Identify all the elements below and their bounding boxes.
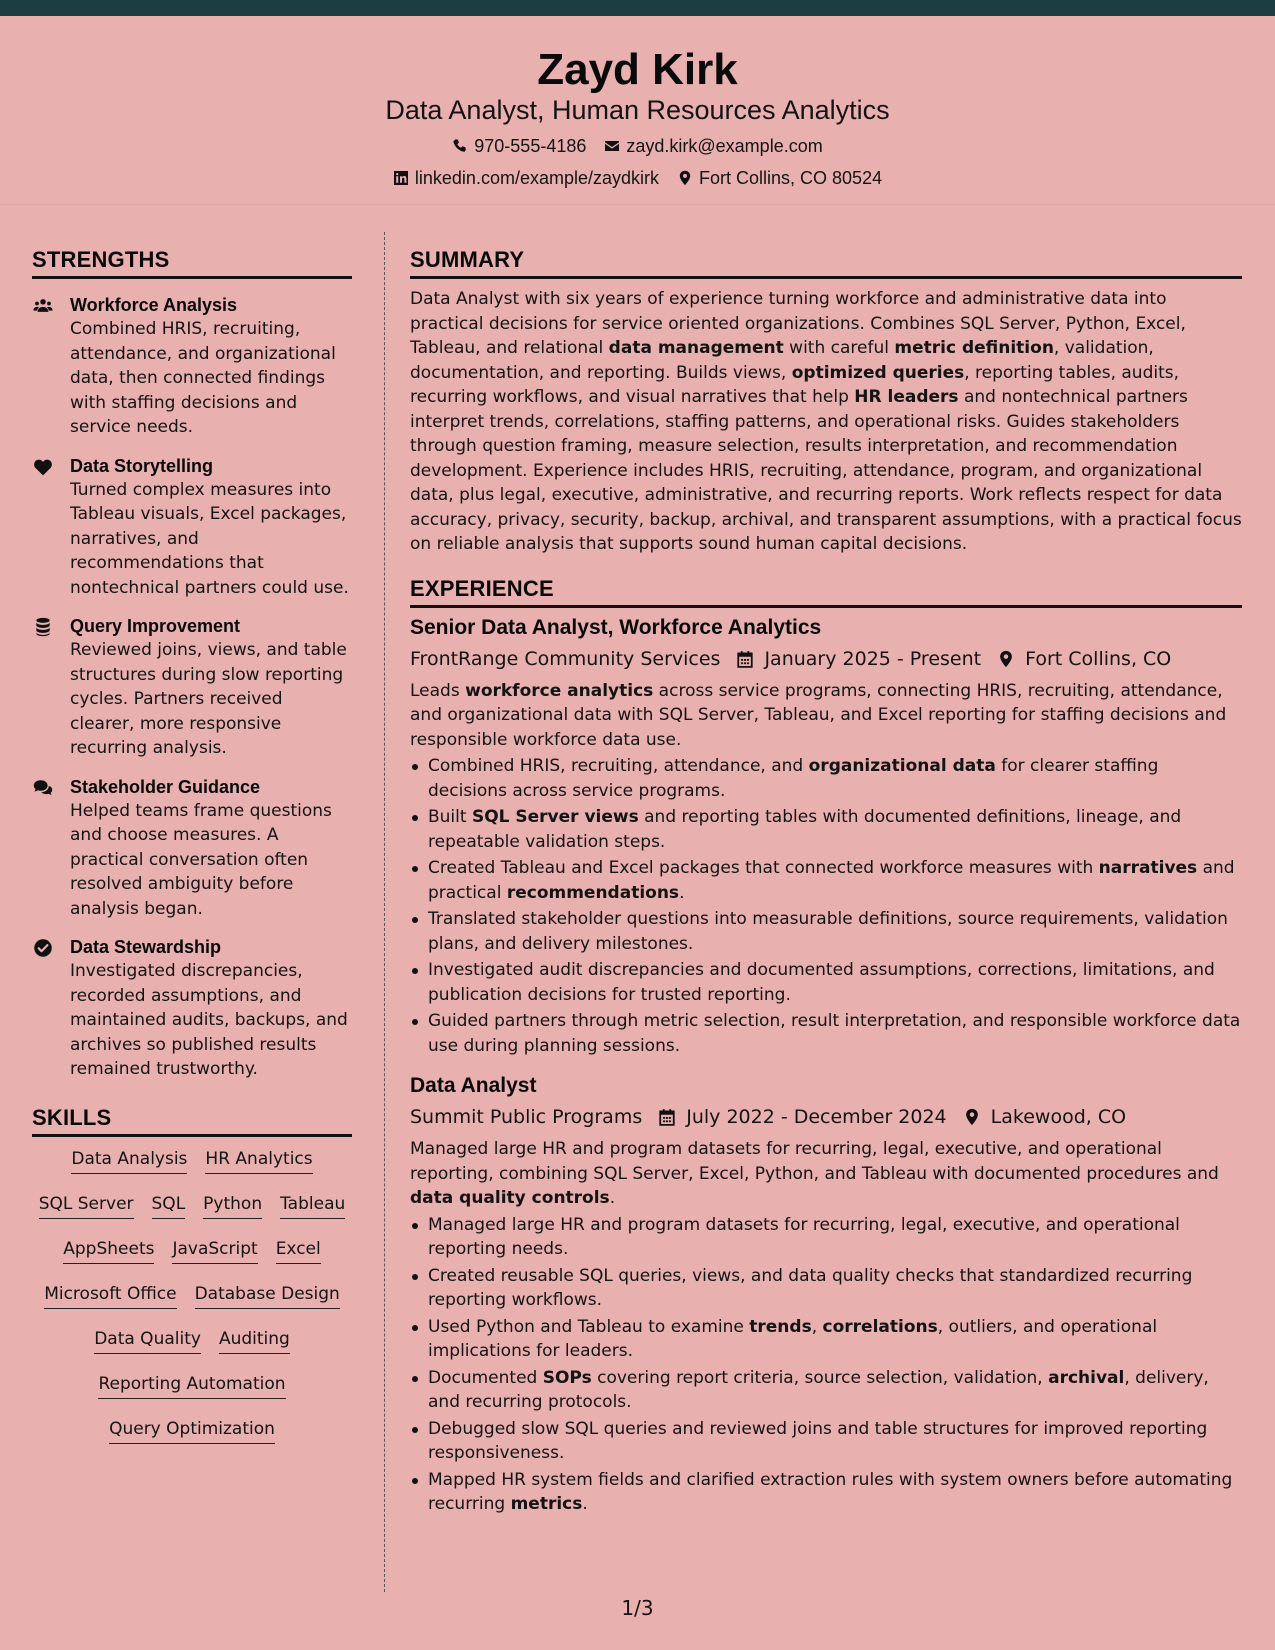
summary-text: Data Analyst with six years of experience turning workforce and administrative data into practical decisions for service oriented organizations. Combines SQL Server, Python, Excel, Tableau, and relational data management with careful metric definition, validation, documentation, and reporting. Builds views, optimized queries, reporting tables, audits, recurring workflows, and visual narratives that help HR leaders and nontechnical partners interpret trends, correlations, staffing patterns, and operational risks. Guides stakeholders through question framing, measure selection, results interpretation, and recommendation development. Experience includes HRIS, recruiting, attendance, program, and organizational data, plus legal, executive, administrative, and recurring reports. Work reflects respect for data accuracy, privacy, security, backup, archival, and transparent assumptions, with a practical focus on reliable analysis that supports sound human capital decisions. (410, 289, 1242, 554)
email-contact[interactable] (604, 134, 822, 158)
skill-row (32, 1237, 352, 1282)
skill-tag-microsoft-office: Microsoft Office (44, 1282, 176, 1309)
comments-icon (32, 777, 54, 799)
experience-heading: EXPERIENCE (410, 573, 1242, 608)
skill-tag-tableau: Tableau (280, 1192, 345, 1219)
strength-description: Helped teams frame questions and choose measures. A practical conversation often resolved ambiguity before analysis began. (70, 800, 332, 919)
location-text: Fort Collins, CO 80524 (699, 168, 883, 188)
bold-phrase: correlations (822, 1316, 938, 1337)
users-icon (32, 295, 54, 317)
top-accent-bar (0, 0, 1275, 16)
jobs-list (410, 614, 1242, 1517)
bold-phrase: SQL Server views (471, 807, 639, 827)
strength-stakeholder-guidance (32, 775, 352, 922)
bold-phrase: narratives (1098, 858, 1198, 878)
skill-tag-auditing: Auditing (219, 1327, 290, 1354)
job-dates-text: July 2022 - December 2024 (686, 1106, 947, 1128)
job-location-text: Fort Collins, CO (1025, 647, 1172, 670)
contact-line-1 (0, 134, 1275, 158)
job-bullet: Used Python and Tableau to examine trends, correlations, outliers, and operational implications for leaders. (410, 1315, 1242, 1364)
strength-description: Investigated discrepancies, recorded assumptions, and maintained audits, backups, and archives so published results remained trustworthy. (70, 961, 348, 1079)
right-column (410, 244, 1242, 1519)
header-divider (0, 204, 1275, 205)
skill-tag-sql-server: SQL Server (39, 1192, 134, 1219)
job-location-text: Lakewood, CO (990, 1106, 1127, 1128)
calendar-icon (658, 1108, 676, 1126)
job-dates-text: January 2025 - Present (764, 647, 982, 670)
job-entry (410, 614, 1242, 1059)
job-bullet: Mapped HR system fields and clarified extraction rules with system owners before automating recurring metrics. (410, 1468, 1242, 1517)
calendar-icon (736, 650, 754, 668)
job-title: Senior Data Analyst, Workforce Analytics (410, 615, 822, 639)
strength-title: Query Improvement (70, 616, 241, 636)
bold-phrase: organizational data (808, 756, 996, 776)
job-bullet: Translated stakeholder questions into measurable definitions, source requirements, validation plans, and delivery milestones. (410, 907, 1242, 956)
skill-tag-database-design: Database Design (195, 1282, 340, 1309)
strengths-heading: STRENGTHS (32, 244, 352, 279)
check-circle-icon (32, 937, 54, 959)
bold-phrase: optimized queries (791, 362, 965, 383)
strength-description: Combined HRIS, recruiting, attendance, and organizational data, then connected findings with staffing decisions and service needs. (70, 319, 336, 437)
bold-phrase: data quality controls (410, 1188, 610, 1208)
job-bullet: Created Tableau and Excel packages that connected workforce measures with narratives and practical recommendations. (410, 856, 1242, 905)
skill-tag-javascript: JavaScript (172, 1237, 257, 1264)
job-company: FrontRange Community Services (410, 647, 721, 670)
resume-header (0, 16, 1275, 204)
job-dates (736, 645, 981, 673)
skill-tag-excel: Excel (276, 1237, 321, 1264)
candidate-name: Zayd Kirk (537, 45, 738, 94)
email-text: zayd.kirk@example.com (626, 136, 823, 156)
strength-title: Data Storytelling (70, 455, 214, 476)
skill-tag-sql: SQL (152, 1192, 186, 1219)
linkedin-contact[interactable] (393, 166, 659, 190)
skill-tag-appsheets: AppSheets (63, 1237, 154, 1264)
bold-phrase: HR leaders (854, 387, 959, 407)
strength-data-stewardship (32, 935, 352, 1082)
column-separator (384, 232, 385, 1592)
map-pin-icon (677, 170, 693, 186)
skill-row (32, 1147, 352, 1192)
job-bullet: Investigated audit discrepancies and documented assumptions, corrections, limitations, and publication decisions for trusted reporting. (410, 958, 1242, 1007)
job-bullet: Built SQL Server views and reporting tables with documented definitions, lineage, and repeatable validation steps. (410, 805, 1242, 854)
page-number: 1/3 (621, 1596, 654, 1620)
job-meta (410, 645, 1242, 673)
skill-row (32, 1327, 352, 1372)
heart-icon (32, 456, 54, 478)
phone-text: 970-555-4186 (474, 136, 587, 156)
bold-phrase: data management (608, 338, 784, 358)
skill-tag-query-optimization: Query Optimization (109, 1417, 275, 1444)
job-bullets (410, 1213, 1242, 1517)
skill-row (32, 1372, 352, 1417)
job-bullet: Documented SOPs covering report criteria, source selection, validation, archival, delivery, and recurring protocols. (410, 1366, 1242, 1415)
contact-line-2 (0, 166, 1275, 190)
job-location (963, 1103, 1126, 1131)
job-bullet: Combined HRIS, recruiting, attendance, and organizational data for clearer staffing decisions across service programs. (410, 754, 1242, 803)
job-dates (658, 1103, 946, 1131)
envelope-icon (604, 138, 620, 154)
job-intro: Leads workforce analytics across service programs, connecting HRIS, recruiting, attendance, and organizational data with SQL Server, Tableau, and Excel reporting for staffing decisions and responsible workforce data use. (410, 680, 1227, 750)
phone-icon (452, 138, 468, 154)
location-contact (677, 166, 882, 190)
strength-title: Stakeholder Guidance (70, 776, 261, 797)
bold-phrase: archival (1048, 1367, 1125, 1388)
bold-phrase: metric definition (894, 338, 1054, 358)
skill-row (32, 1192, 352, 1237)
skill-tag-python: Python (203, 1192, 262, 1219)
skills-list (32, 1147, 352, 1462)
map-pin-icon (997, 650, 1015, 668)
bold-phrase: SOPs (542, 1367, 592, 1388)
job-bullet: Managed large HR and program datasets for recurring, legal, executive, and operational reporting needs. (410, 1213, 1242, 1262)
skill-tag-hr-analytics: HR Analytics (205, 1147, 312, 1174)
job-meta (410, 1103, 1242, 1131)
job-title: Data Analyst (410, 1074, 537, 1097)
job-bullet: Created reusable SQL queries, views, and data quality checks that standardized recurring reporting workflows. (410, 1264, 1242, 1313)
job-company: Summit Public Programs (410, 1106, 643, 1128)
summary-heading: SUMMARY (410, 244, 1242, 279)
skill-row (32, 1282, 352, 1327)
candidate-role: Data Analyst, Human Resources Analytics (385, 95, 890, 125)
skill-tag-reporting-automation: Reporting Automation (98, 1372, 285, 1399)
job-bullet: Debugged slow SQL queries and reviewed joins and table structures for improved reporting responsiveness. (410, 1417, 1242, 1466)
skills-heading: SKILLS (32, 1102, 352, 1137)
bold-phrase: metrics (510, 1494, 583, 1514)
left-column (32, 244, 352, 1462)
job-intro: Managed large HR and program datasets for recurring, legal, executive, and operational reporting, combining SQL Server, Excel, Python, and Tableau with documented procedures and data quality controls. (410, 1139, 1219, 1208)
bold-phrase: recommendations (506, 882, 680, 903)
strength-data-storytelling (32, 454, 352, 601)
strength-description: Reviewed joins, views, and table structures during slow reporting cycles. Partners received clearer, more responsive recurring analysis. (70, 640, 347, 758)
database-icon (32, 616, 54, 638)
strength-query-improvement (32, 614, 352, 761)
strength-description: Turned complex measures into Tableau visuals, Excel packages, narratives, and recommendations that nontechnical partners could use. (70, 479, 349, 598)
strength-title: Data Stewardship (70, 937, 222, 957)
skill-tag-data-analysis: Data Analysis (71, 1147, 187, 1174)
job-entry (410, 1072, 1242, 1517)
strength-workforce-analysis (32, 293, 352, 440)
job-bullet: Guided partners through metric selection, result interpretation, and responsible workforce data use during planning sessions. (410, 1009, 1242, 1058)
strengths-list (32, 293, 352, 1082)
bold-phrase: trends (749, 1316, 812, 1337)
phone-contact[interactable] (452, 134, 586, 158)
linkedin-icon (393, 170, 409, 186)
job-location (997, 645, 1171, 673)
skill-row (32, 1417, 352, 1462)
linkedin-text: linkedin.com/example/zaydkirk (414, 168, 660, 188)
strength-title: Workforce Analysis (70, 295, 238, 315)
map-pin-icon (963, 1108, 981, 1126)
bold-phrase: workforce analytics (465, 680, 654, 701)
skill-tag-data-quality: Data Quality (94, 1327, 201, 1354)
job-bullets (410, 754, 1242, 1058)
